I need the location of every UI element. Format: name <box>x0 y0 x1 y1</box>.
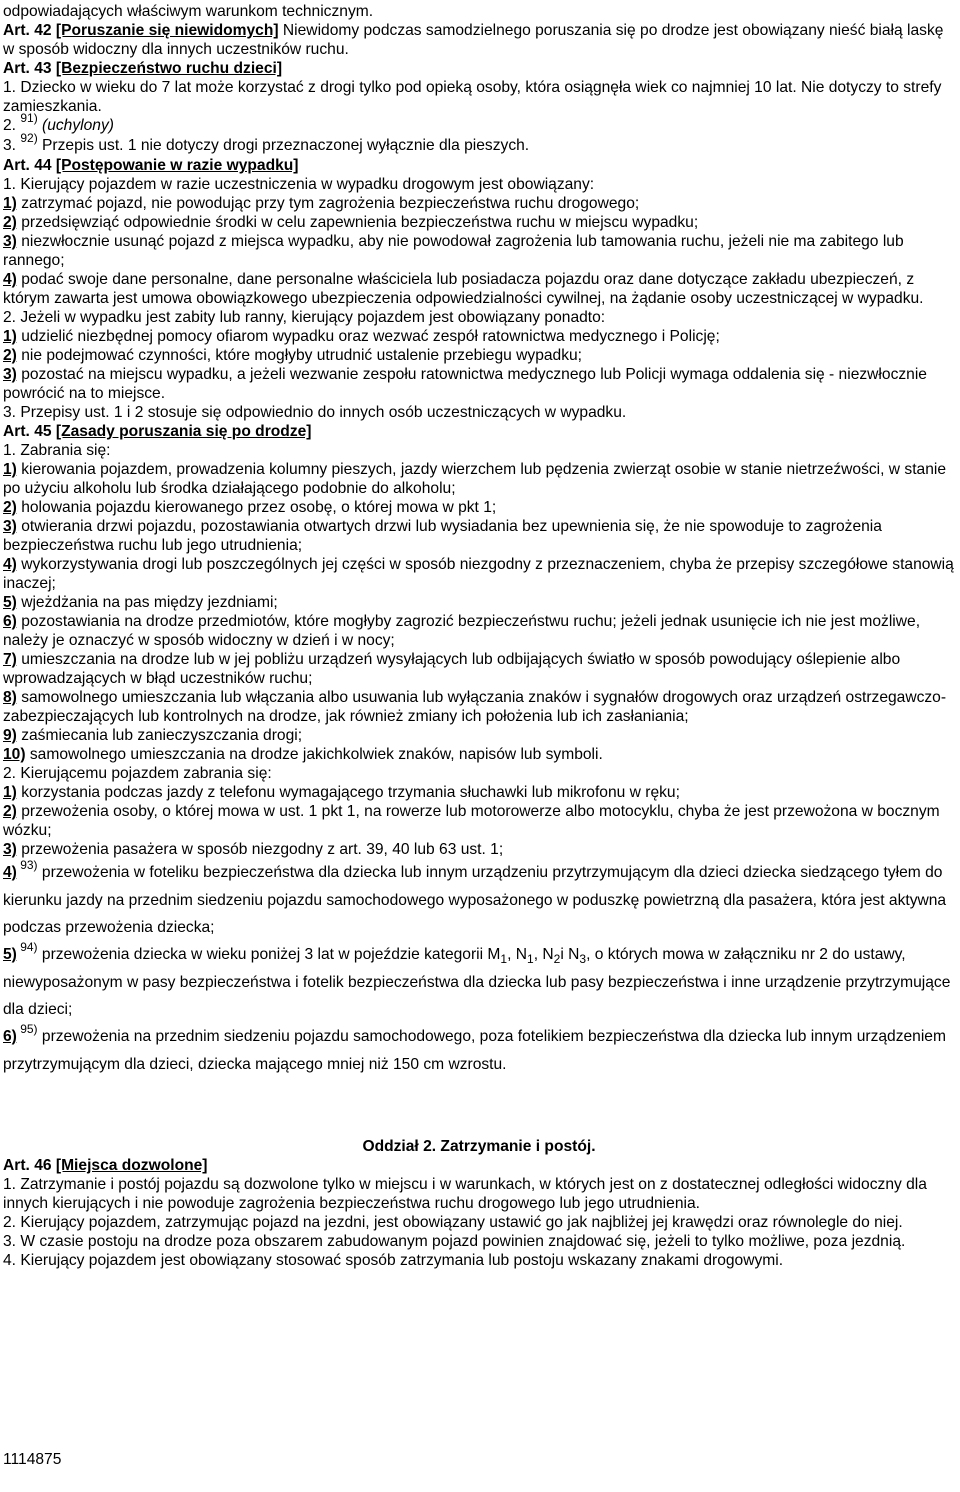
subscript: 1 <box>527 952 534 966</box>
document-body <box>3 2 955 1270</box>
article-42 <box>3 21 955 59</box>
item-text: przewożenia pasażera w sposób niezgodny z art. 39, 40 lub 63 ust. 1; <box>16 841 504 858</box>
list-item <box>3 194 955 213</box>
list-item <box>3 859 955 941</box>
repealed-note: (uchylony) <box>37 117 114 134</box>
article-44-heading <box>3 156 955 175</box>
item-text: przewożenia dziecka w wieku poniżej 3 lat w pojeździe kategorii M <box>37 946 501 963</box>
item-number: 4) <box>3 271 17 288</box>
item-number: 1) <box>3 195 17 212</box>
item-text: , N <box>507 946 528 963</box>
list-item <box>3 460 955 498</box>
paragraph: 4. Kierujący pojazdem jest obowiązany stosować sposób zatrzymania lub postoju wskazany znakami drogowymi. <box>3 1252 784 1269</box>
article-number: Art. 42 <box>3 22 56 39</box>
item-number: 4) <box>3 864 17 881</box>
paragraph: 2. Jeżeli w wypadku jest zabity lub ranny, kierujący pojazdem jest obowiązany ponadto: <box>3 309 606 326</box>
paragraph-number: 2. <box>3 117 21 134</box>
footnote-ref: 95) <box>16 1022 38 1036</box>
item-number: 2) <box>3 347 17 364</box>
item-number: 4) <box>3 556 17 573</box>
list-item <box>3 498 955 517</box>
list-item <box>3 840 955 859</box>
item-text: pozostać na miejscu wypadku, a jeżeli wezwanie zespołu ratownictwa medycznego lub Policji wymaga oddalenia się - niezwłocznie powrócić na to miejsce. <box>3 366 927 402</box>
item-text: przedsięwziąć odpowiednie środki w celu zapewnienia bezpieczeństwa ruchu w miejscu wypadku; <box>16 214 699 231</box>
item-text: korzystania podczas jazdy z telefonu wymagającego trzymania słuchawki lub mikrofonu w ręku; <box>16 784 680 801</box>
article-title: [Poruszanie się niewidomych] <box>55 22 279 39</box>
item-text: , o których mowa w załączniku nr 2 do ustawy, niewyposażonym w pasy bezpieczeństwa i fotelik bezpieczeństwa dla dziecka lub pasy bezpieczeństwa i inne urządzenie przytrzymujące dla dzieci; <box>3 946 951 1018</box>
item-text: przewożenia osoby, o której mowa w ust. 1 pkt 1, na rowerze lub motorowerze albo motocyklu, chyba że jest przewożona w bocznym wózku; <box>3 803 940 839</box>
list-item <box>3 802 955 840</box>
item-text: pozostawiania na drodze przedmiotów, które mogłyby zagrozić bezpieczeństwu ruchu; jeżeli jednak usunięcie ich nie jest możliwe, należy je oznaczyć w sposób widoczny w dzień i w nocy; <box>3 613 921 649</box>
item-number: 1) <box>3 328 17 345</box>
paragraph: 1. Zabrania się: <box>3 442 111 459</box>
item-text: zatrzymać pojazd, nie powodując przy tym zagrożenia bezpieczeństwa ruchu drogowego; <box>16 195 640 212</box>
item-text: holowania pojazdu kierowanego przez osobę, o której mowa w pkt 1; <box>16 499 497 516</box>
item-text: kierowania pojazdem, prowadzenia kolumny pieszych, jazdy wierzchem lub pędzenia zwierząt osobie w stanie nietrzeźwości, w stanie po użyciu alkoholu lub środka działającego podobnie do alkoholu; <box>3 461 947 497</box>
item-text: niezwłocznie usunąć pojazd z miejsca wypadku, aby nie powodował zagrożenia lub tamowania ruchu, jeżeli nie ma zabitego lub rannego; <box>3 233 904 269</box>
list-item <box>3 612 955 650</box>
item-text: umieszczania na drodze lub w jej pobliżu urządzeń wysyłających lub odbijających światło w sposób powodujący oślepienie albo wprowadzających w błąd uczestników ruchu; <box>3 651 901 687</box>
subscript: 3 <box>579 952 587 966</box>
list-item <box>3 593 955 612</box>
article-number: Art. 44 <box>3 157 56 174</box>
footnote-ref: 94) <box>16 940 38 954</box>
list-item <box>3 783 955 802</box>
article-number: Art. 45 <box>3 423 56 440</box>
item-text: udzielić niezbędnej pomocy ofiarom wypadku oraz wezwać zespół ratownictwa medycznego i Policję; <box>16 328 720 345</box>
item-text: nie podejmować czynności, które mogłyby utrudnić ustalenie przebiegu wypadku; <box>16 347 583 364</box>
item-text: wjeżdżania na pas między jezdniami; <box>16 594 278 611</box>
paragraph: 1. Zatrzymanie i postój pojazdu są dozwolone tylko w miejscu i w warunkach, w których jest on z dostatecznej odległości widoczny dla innych kierujących i nie powoduje zagrożenia bezpieczeństwa ruchu drogowego lub jego utrudnienia. <box>3 1176 927 1212</box>
list-item <box>3 327 955 346</box>
list-item <box>3 517 955 555</box>
item-text: , N <box>533 946 554 963</box>
item-number: 8) <box>3 689 17 706</box>
item-text: przewożenia w foteliku bezpieczeństwa dla dziecka lub innym urządzeniu przytrzymującym dla dzieci dziecka siedzącego tyłem do kierunku jazdy na przednim siedzeniu pojazdu samochodowego wyposażonego w poduszkę powietrzną dla pasażera, która jest aktywna podczas przewożenia dziecka; <box>3 864 947 936</box>
text-line: odpowiadających właściwym warunkom technicznym. <box>3 3 374 20</box>
item-number: 5) <box>3 946 17 963</box>
item-text: otwierania drzwi pojazdu, pozostawiania otwartych drzwi lub wysiadania bez upewnienia się, że nie spowoduje to zagrożenia bezpieczeństwa ruchu lub jego utrudnienia; <box>3 518 882 554</box>
footnote-ref: 91) <box>20 111 38 125</box>
list-item <box>3 555 955 593</box>
list-item <box>3 1023 955 1078</box>
list-item <box>3 365 955 403</box>
article-title: [Miejsca dozwolone] <box>55 1157 208 1174</box>
article-title: [Postępowanie w razie wypadku] <box>55 157 299 174</box>
list-item <box>3 688 955 726</box>
item-number: 1) <box>3 461 17 478</box>
item-text: i N <box>560 946 580 963</box>
paragraph: 3. Przepisy ust. 1 i 2 stosuje się odpowiednio do innych osób uczestniczących w wypadku. <box>3 404 627 421</box>
article-number: Art. 43 <box>3 60 56 77</box>
document-id: 1114875 <box>3 1451 62 1468</box>
item-text: podać swoje dane personalne, dane personalne właściciela lub posiadacza pojazdu oraz dane dotyczące zakładu ubezpieczeń, z którym zawarta jest umowa obowiązkowego ubezpieczenia odpowiedzialności cywilnej, na żądanie osoby uczestniczącej w wypadku. <box>3 271 924 307</box>
item-number: 3) <box>3 233 17 250</box>
item-number: 2) <box>3 803 17 820</box>
item-number: 3) <box>3 518 17 535</box>
list-item <box>3 745 955 764</box>
paragraph-number: 3. <box>3 137 21 154</box>
article-46-heading <box>3 1156 955 1175</box>
footnote-ref: 93) <box>16 858 38 872</box>
item-number: 6) <box>3 613 17 630</box>
article-title: [Zasady poruszania się po drodze] <box>55 423 312 440</box>
item-number: 2) <box>3 499 17 516</box>
paragraph: 1. Dziecko w wieku do 7 lat może korzystać z drogi tylko pod opieką osoby, która osiągnęła wiek co najmniej 10 lat. Nie dotyczy to strefy zamieszkania. <box>3 79 942 115</box>
item-text: zaśmiecania lub zanieczyszczania drogi; <box>16 727 303 744</box>
item-text: przewożenia na przednim siedzeniu pojazdu samochodowego, poza fotelikiem bezpieczeństwa dla dziecka lub innym urządzeniem przytrzymującym dla dzieci, dziecka mającego mniej niż 150 cm wzrostu. <box>3 1028 946 1073</box>
section-title: Oddział 2. Zatrzymanie i postój. <box>362 1138 596 1155</box>
article-text: Niewidomy podczas samodzielnego poruszania się po drodze jest obowiązany nieść białą laskę w sposób widoczny dla innych uczestników ruchu. <box>3 22 944 58</box>
paragraph-text: Przepis ust. 1 nie dotyczy drogi przeznaczonej wyłącznie dla pieszych. <box>37 137 530 154</box>
item-number: 6) <box>3 1028 17 1045</box>
item-number: 5) <box>3 594 17 611</box>
article-43-heading <box>3 59 955 78</box>
paragraph: 3. W czasie postoju na drodze poza obszarem zabudowanym pojazd powinien znajdować się, jeżeli to tylko możliwe, poza jezdnią. <box>3 1233 906 1250</box>
article-number: Art. 46 <box>3 1157 56 1174</box>
footnote-ref: 92) <box>20 131 38 145</box>
item-text: samowolnego umieszczania na drodze jakichkolwiek znaków, napisów lub symboli. <box>25 746 603 763</box>
list-item <box>3 213 955 232</box>
paragraph <box>3 131 955 156</box>
list-item <box>3 270 955 308</box>
subscript: 1 <box>500 952 508 966</box>
item-number: 9) <box>3 727 17 744</box>
list-item <box>3 346 955 365</box>
spacer <box>3 1078 955 1137</box>
item-number: 7) <box>3 651 17 668</box>
article-45-heading <box>3 422 955 441</box>
list-item <box>3 726 955 745</box>
item-number: 1) <box>3 784 17 801</box>
list-item <box>3 941 955 1023</box>
paragraph: 2. Kierujący pojazdem, zatrzymując pojazd na jezdni, jest obowiązany ustawić go jak najbliżej jej krawędzi oraz równolegle do niej. <box>3 1214 903 1231</box>
subscript: 2 <box>553 952 561 966</box>
item-number: 3) <box>3 366 17 383</box>
item-number: 3) <box>3 841 17 858</box>
list-item <box>3 232 955 270</box>
item-number: 10) <box>3 746 26 763</box>
item-text: wykorzystywania drogi lub poszczególnych jej części w sposób niezgodny z przeznaczeniem, chyba że przepisy szczegółowe stanowią inaczej; <box>3 556 954 592</box>
paragraph: 1. Kierujący pojazdem w razie uczestniczenia w wypadku drogowym jest obowiązany: <box>3 176 595 193</box>
article-title: [Bezpieczeństwo ruchu dzieci] <box>55 60 283 77</box>
list-item <box>3 650 955 688</box>
paragraph: 2. Kierującemu pojazdem zabrania się: <box>3 765 272 782</box>
item-text: samowolnego umieszczania lub włączania albo usuwania lub wyłączania znaków i sygnałów drogowych oraz urządzeń ostrzegawczo-zabezpieczających lub kontrolnych na drodze, jak również zmiany ich położenia lub ich zasłaniania; <box>3 689 947 725</box>
item-number: 2) <box>3 214 17 231</box>
paragraph <box>3 111 955 136</box>
